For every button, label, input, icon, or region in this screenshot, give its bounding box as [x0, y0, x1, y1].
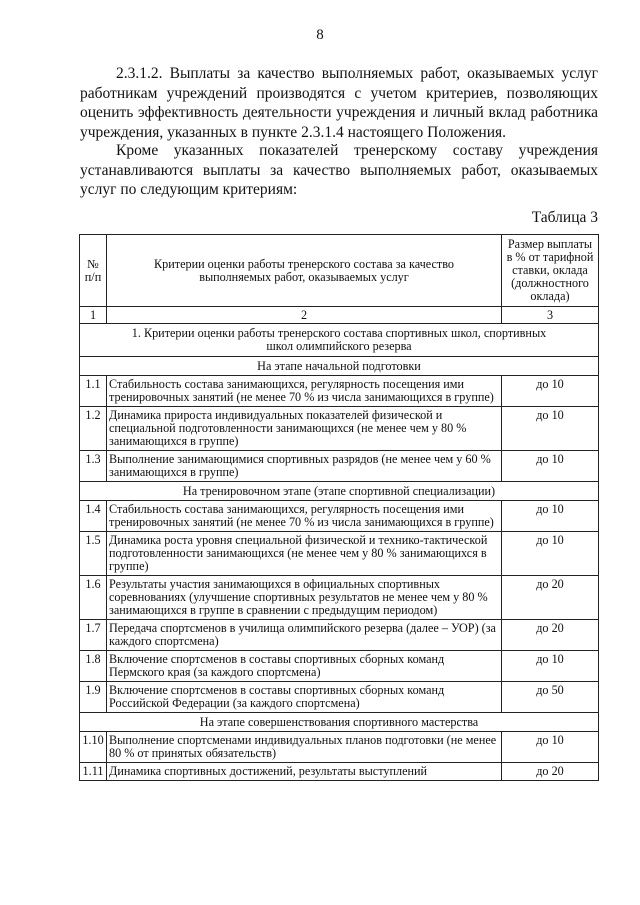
row-value: до 20: [502, 763, 599, 781]
table-caption: Таблица 3: [531, 209, 598, 226]
column-index: 1: [80, 307, 107, 324]
row-number: 1.7: [80, 620, 107, 651]
column-index: 3: [502, 307, 599, 324]
page-number: 8: [316, 27, 324, 43]
row-number: 1.9: [80, 682, 107, 713]
table-row: [80, 376, 599, 407]
row-criterion: Выполнение занимающимися спортивных разрядов (не менее чем у 60 % занимающихся в группе): [107, 451, 502, 482]
row-number: 1.3: [80, 451, 107, 482]
stage-excellence: На этапе совершенствования спортивного мастерства: [80, 713, 599, 732]
row-value: до 10: [502, 532, 599, 576]
row-value: до 20: [502, 620, 599, 651]
stage-row: [80, 482, 599, 501]
row-number: 1.1: [80, 376, 107, 407]
table-row: [80, 576, 599, 620]
table-row: [80, 501, 599, 532]
row-number: 1.2: [80, 407, 107, 451]
stage-training: На тренировочном этапе (этапе спортивной специализации): [80, 482, 599, 501]
row-criterion: Включение спортсменов в составы спортивных сборных команд Пермского края (за каждого спортсмена): [107, 651, 502, 682]
row-number: 1.11: [80, 763, 107, 781]
row-criterion: Динамика прироста индивидуальных показателей физической и специальной подготовленности занимающихся (не менее чем у 80 % занимающихся в группе): [107, 407, 502, 451]
table-row: [80, 651, 599, 682]
table-row: [80, 763, 599, 781]
stage-initial: На этапе начальной подготовки: [80, 357, 599, 376]
row-value: до 10: [502, 376, 599, 407]
row-value: до 10: [502, 451, 599, 482]
header-payment-size: Размер выплаты в % от тарифной ставки, оклада (должностного оклада): [502, 235, 599, 307]
row-criterion: Стабильность состава занимающихся, регулярность посещения ими тренировочных занятий (не менее 70 % из числа занимающихся в группе): [107, 501, 502, 532]
row-number: 1.4: [80, 501, 107, 532]
paragraph-2-3-1-2: 2.3.1.2. Выплаты за качество выполняемых работ, оказываемых услуг работникам учреждений производятся с учетом критериев, позволяющих оценить эффективность деятельности учреждения и личный вклад работника учреждения, указанных в пункте 2.3.1.4 настоящего Положения.: [80, 65, 598, 141]
row-value: до 10: [502, 651, 599, 682]
table-row: [80, 451, 599, 482]
row-number: 1.6: [80, 576, 107, 620]
row-value: до 20: [502, 576, 599, 620]
header-criteria: Критерии оценки работы тренерского состава за качество выполняемых работ, оказываемых услуг: [107, 235, 502, 307]
row-criterion: Результаты участия занимающихся в официальных спортивных соревнованиях (улучшение спортивных результатов не менее чем у 80 % занимающихся в группе в сравнении с предыдущим периодом): [107, 576, 502, 620]
section-title-row: [80, 324, 599, 357]
row-criterion: Стабильность состава занимающихся, регулярность посещения ими тренировочных занятий (не менее 70 % из числа занимающихся в группе): [107, 376, 502, 407]
table-row: [80, 407, 599, 451]
table-row: [80, 620, 599, 651]
table-row: [80, 682, 599, 713]
row-number: 1.5: [80, 532, 107, 576]
column-index-row: [80, 307, 599, 324]
row-value: до 10: [502, 407, 599, 451]
row-criterion: Выполнение спортсменами индивидуальных планов подготовки (не менее 80 % от принятых обязательств): [107, 732, 502, 763]
row-number: 1.10: [80, 732, 107, 763]
criteria-table: [79, 234, 599, 781]
row-criterion: Динамика роста уровня специальной физической и технико-тактической подготовленности занимающихся (не менее чем у 80 % занимающихся в группе): [107, 532, 502, 576]
row-criterion: Динамика спортивных достижений, результаты выступлений: [107, 763, 502, 781]
row-value: до 10: [502, 501, 599, 532]
stage-row: [80, 357, 599, 376]
section-title: 1. Критерии оценки работы тренерского состава спортивных школ, спортивных школ олимпийского резерва: [80, 324, 599, 357]
row-value: до 50: [502, 682, 599, 713]
table-row: [80, 532, 599, 576]
table-row: [80, 732, 599, 763]
table-header-row: [80, 235, 599, 307]
header-number: № п/п: [80, 235, 107, 307]
row-criterion: Включение спортсменов в составы спортивных сборных команд Российской Федерации (за каждого спортсмена): [107, 682, 502, 713]
column-index: 2: [107, 307, 502, 324]
row-value: до 10: [502, 732, 599, 763]
stage-row: [80, 713, 599, 732]
paragraph-criteria-intro: Кроме указанных показателей тренерскому составу учреждения устанавливаются выплаты за качество выполняемых работ, оказываемых услуг по следующим критериям:: [80, 142, 598, 198]
row-number: 1.8: [80, 651, 107, 682]
row-criterion: Передача спортсменов в училища олимпийского резерва (далее – УОР) (за каждого спортсмена): [107, 620, 502, 651]
